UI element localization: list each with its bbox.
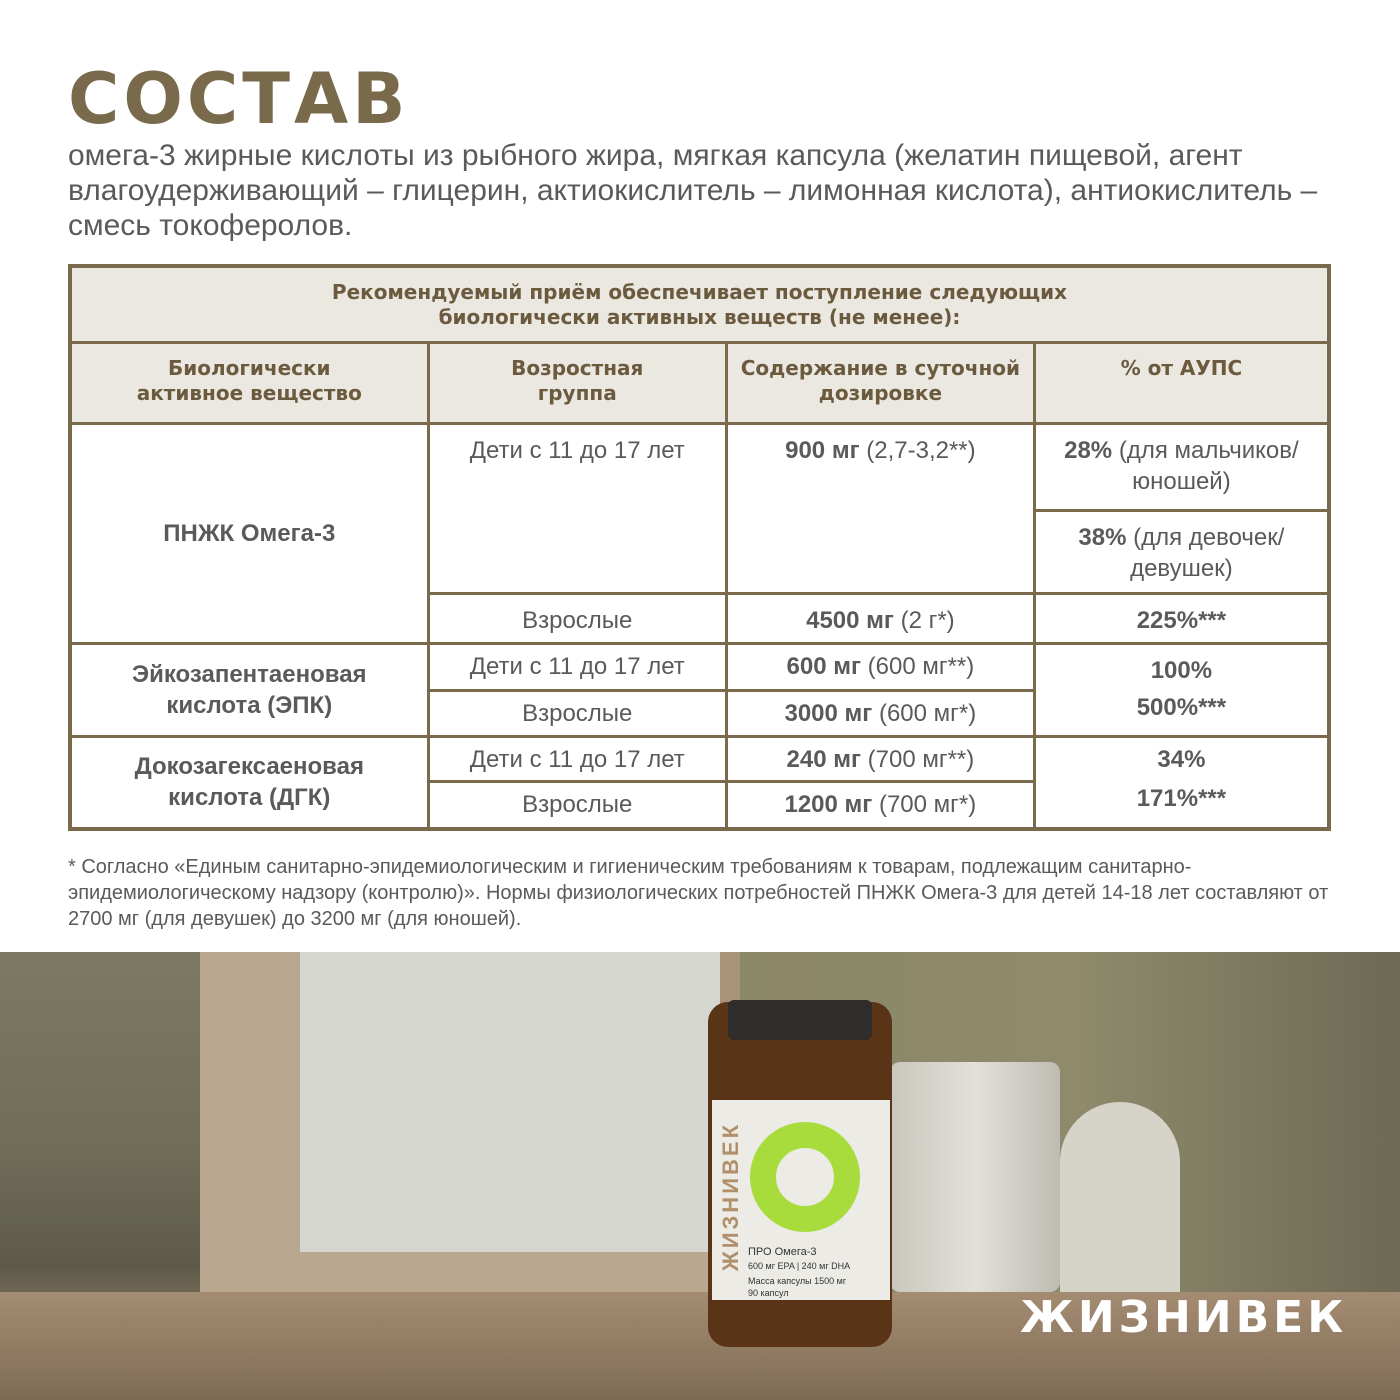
percent-cell: 171%*** [1034, 781, 1329, 829]
age-cell: Взрослые [428, 593, 726, 643]
amount-cell: 4500 мг (2 г*) [726, 593, 1034, 643]
header-age: Возростная группа [428, 342, 726, 423]
header-percent: % от АУПС [1034, 342, 1329, 423]
omega-icon [750, 1122, 860, 1232]
amount-cell: 3000 мг (600 мг*) [726, 690, 1034, 736]
table-caption: Рекомендуемый приём обеспечивает поступление следующих биологически активных веществ (не менее): [70, 266, 1329, 342]
label-dose: 600 мг EPA | 240 мг DHA [748, 1261, 851, 1271]
label-brand: ЖИЗНИВЕК [718, 1122, 743, 1272]
product-photo [0, 952, 1400, 1400]
percent-cell: 225%*** [1034, 593, 1329, 643]
substance-omega: ПНЖК Омега-3 [70, 423, 428, 643]
table-row [70, 736, 1329, 781]
composition-text: омега-3 жирные кислоты из рыбного жира, мягкая капсула (желатин пищевой, агент влагоудерживающий – глицерин, актиокислитель – лимонная кислота), антиокислитель – смесь токоферолов. [68, 139, 1318, 242]
age-cell: Дети с 11 до 17 лет [428, 643, 726, 690]
percent-cell: 500%*** [1034, 690, 1329, 736]
age-cell: Дети с 11 до 17 лет [428, 423, 726, 593]
brand-logo: ЖИЗНИВЕК [1020, 1292, 1348, 1343]
percent-cell: 28% (для мальчиков/юношей) [1034, 423, 1329, 510]
percent-cell: 34% [1034, 736, 1329, 781]
percent-cell: 100% [1034, 643, 1329, 690]
substance-dha: Докозагексаеновая кислота (ДГК) [70, 736, 428, 829]
amount-cell: 240 мг (700 мг**) [726, 736, 1034, 781]
label-product-name: ПРО Омега-3 [748, 1246, 817, 1258]
header-substance: Биологически активное вещество [70, 342, 428, 423]
cup [890, 1062, 1060, 1292]
bottle-cap [728, 1000, 872, 1040]
table-row [70, 423, 1329, 510]
vase [1060, 1102, 1180, 1292]
age-cell: Взрослые [428, 690, 726, 736]
percent-cell: 38% (для девочек/девушек) [1034, 510, 1329, 593]
amount-cell: 1200 мг (700 мг*) [726, 781, 1034, 829]
footnote: * Согласно «Единым санитарно-эпидемиологическим и гигиеническим требованиям к товарам, подлежащим санитарно-эпидемиологическому надзору (контролю)». Нормы физиологических потребностей ПНЖК Омега-3 для детей 14-18 лет составляют от 2700 мг (для девушек) до 3200 мг (для юношей). [68, 856, 1329, 930]
amount-cell: 900 мг (2,7-3,2**) [726, 423, 1034, 593]
substance-epa: Эйкозапентаеновая кислота (ЭПК) [70, 643, 428, 736]
page-title: СОСТАВ [68, 58, 410, 140]
table-row [70, 643, 1329, 690]
label-count: 90 капсул [748, 1288, 789, 1298]
nutrient-table [68, 264, 1331, 831]
age-cell: Взрослые [428, 781, 726, 829]
amount-cell: 600 мг (600 мг**) [726, 643, 1034, 690]
label-mass: Масса капсулы 1500 мг [748, 1276, 847, 1286]
header-content: Содержание в суточной дозировке [726, 342, 1034, 423]
picture-frame-inner [300, 952, 720, 1252]
age-cell: Дети с 11 до 17 лет [428, 736, 726, 781]
